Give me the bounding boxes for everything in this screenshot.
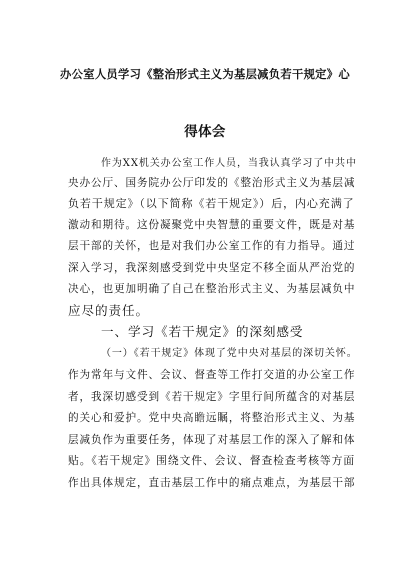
paragraph-line: 作为常年与文件、会议、督查等工作打交道的办公室工作: [68, 369, 356, 381]
paragraph-line: 决心，也更加明确了自己在整治形式主义、为基层减负中: [68, 283, 356, 295]
document-title-line-2: 得体会: [184, 124, 226, 140]
paragraph-line: 应尽的责任。: [68, 303, 149, 318]
paragraph-line: 者，我深切感受到《若干规定》字里行间所蕴含的对基层: [68, 391, 356, 403]
paragraph-line: 贴。《若干规定》围绕文件、会议、督查检查考核等方面: [68, 454, 356, 467]
paragraph-line: 作为XX机关办公室工作人员，当我认真学习了中共中: [101, 158, 357, 169]
paragraph-line: 层干部的关怀，也是对我们办公室工作的有力指导。通过: [68, 240, 356, 252]
paragraph-line: （一）《若干规定》体现了党中央对基层的深切关怀。: [101, 348, 358, 359]
paragraph-line: 的关心和爱护。党中央高瞻远瞩，将整治形式主义、为基: [68, 412, 356, 424]
paragraph-line: 作出具体规定，直击基层工作中的痛点难点，为基层干部: [68, 477, 356, 489]
document-title-line-1: 办公室人员学习《整治形式主义为基层减负若干规定》心: [60, 68, 350, 81]
section-heading: 一、学习《若干规定》的深刻感受: [101, 324, 304, 339]
paragraph-line: 激动和期待。这份凝聚党中央智慧的重要文件，既是对基: [68, 219, 356, 231]
paragraph-line: 央办公厅、国务院办公厅印发的《整治形式主义为基层减: [68, 177, 356, 189]
paragraph-line: 深入学习，我深刻感受到党中央坚定不移全面从严治党的: [68, 262, 356, 274]
paragraph-line: 层减负作为重要任务，体现了对基层工作的深入了解和体: [68, 434, 356, 446]
paragraph-line: 负若干规定》（以下简称《若干规定》）后，内心充满了: [68, 197, 355, 210]
